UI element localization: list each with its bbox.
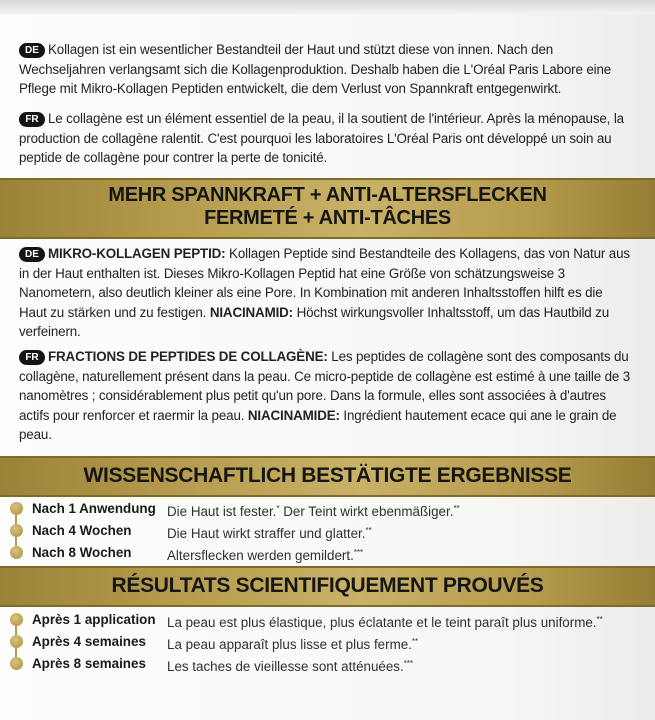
result-text: Les taches de vieillesse sont atténuées.*** [167,659,414,674]
language-badge-de: DE [19,43,45,58]
result-text: La peau apparaît plus lisse et plus ferme.** [167,637,419,652]
ingredient-term: NIACINAMIDE: [247,407,340,423]
result-text: La peau est plus élastique, plus éclatante et le teint paraît plus uniforme.** [167,615,603,630]
ingredient-text: Höchst wirkungsvoller Inhaltsstoff, um das Hautbild zu verfeinern. [19,304,609,340]
heading-benefits-de: MEHR SPANNKRAFT + ANTI-ALTERSFLECKEN [108,184,547,206]
result-label: Nach 4 Wochen [32,523,132,538]
bullet-dot-icon [10,613,23,626]
result-text: Altersflecken werden gemildert.*** [167,548,364,563]
intro-fr [19,109,631,168]
ingredient-term: MIKRO-KOLLAGEN PEPTID: [48,246,226,261]
bullet-dot-icon [10,524,23,537]
heading-benefits-fr: FERMETÉ + ANTI-TÂCHES [204,207,451,229]
heading-band-results-fr [0,566,655,607]
heading-band-results-de [0,456,655,497]
result-label: Après 8 semaines [32,656,146,671]
heading-results-fr: RÉSULTATS SCIENTIFIQUEMENT PROUVÉS [111,574,544,597]
result-label: Après 4 semaines [32,634,146,649]
top-edge [0,0,655,14]
ingredient-text: Kollagen Peptide sind Bestandteile des Kollagens, das von Natur aus in der Haut enthalten ist. Dieses Mikro-Kollagen Peptid hat eine Größe von schätzungsweise 3 Nanometern, also deutlich kleiner als eine Pore. In Kombination mit anderen Inhaltsstoffen hilft es die Haut zu stärken und zu festigen. [19,246,630,320]
language-badge-fr: FR [19,112,45,127]
result-label: Nach 1 Anwendung [32,501,156,516]
ingredient-term: NIACINAMID: [209,304,293,320]
bullet-dot-icon [10,635,23,648]
intro-de-text: Kollagen ist ein wesentlicher Bestandteil der Haut und stützt diese von innen. Nach den Wechseljahren verlangsamt sich die Kollagenproduktion. Deshalb haben die L'Oréal Paris Labore eine Pflege mit Mikro-Kollagen Peptiden entwickelt, die dem Verlust von Spannkraft entgegenwirkt. [19,42,612,97]
result-text: Die Haut wirkt straffer und glatter.** [167,526,372,541]
ingredient-text: Les peptides de collagène sont des composants du collagène, naturellement présent dans la peau. Ce micro-peptide de collagène est estimé à une taille de 3 nanomètres ; considérablement plus petit qu'un pore. Dans la formule, elles sont associées à d'autres actifs pour renforcer et raermir la peau. [19,349,631,423]
ingredients-fr [19,347,631,445]
ingredients-de [19,244,631,342]
intro-fr-text: Le collagène est un élément essentiel de la peau, il la soutient de l'intérieur. Après la ménopause, la production de collagène ralentit. C'est pourquoi les laboratoires L'Oréal Paris ont développé un soin au peptide de collagène pour contrer la perte de tonicité. [19,111,624,166]
language-badge-fr: FR [19,350,45,365]
ingredient-text: Ingrédient hautement ecace qui ane le grain de peau. [19,407,617,443]
result-label: Nach 8 Wochen [32,545,132,560]
bullet-dot-icon [10,502,23,515]
bullet-dot-icon [10,657,23,670]
ingredient-term: FRACTIONS DE PEPTIDES DE COLLAGÈNE: [48,349,328,364]
result-label: Après 1 application [32,612,156,627]
language-badge-de: DE [19,247,45,262]
result-text: Die Haut ist fester.* Der Teint wirkt ebenmäßiger.** [167,504,460,519]
heading-band-benefits [0,178,655,239]
bullet-dot-icon [10,546,23,559]
intro-de [19,40,631,99]
heading-results-de: WISSENSCHAFTLICH BESTÄTIGTE ERGEBNISSE [83,464,572,487]
